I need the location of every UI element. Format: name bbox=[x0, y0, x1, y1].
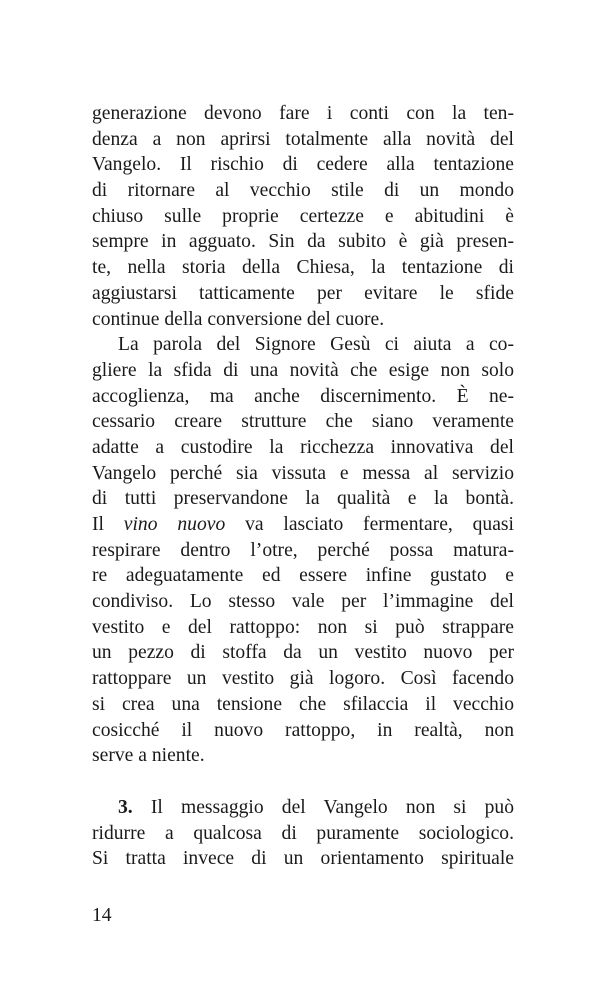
paragraph-2 bbox=[92, 332, 514, 769]
paragraph-3 bbox=[92, 795, 514, 872]
text-line: cessario creare strutture che siano veramente bbox=[92, 411, 514, 433]
text-line: La parola del Signore Gesù ci aiuta a co- bbox=[118, 334, 514, 356]
text-fragment: va lasciato fermentare, quasi bbox=[245, 514, 514, 535]
section-number: 3. bbox=[118, 796, 133, 818]
paragraph-gap bbox=[92, 769, 514, 795]
text-line: cosicché il nuovo rattoppo, in realtà, non bbox=[92, 719, 514, 741]
text-line-with-number bbox=[92, 795, 514, 821]
text-line: Vangelo. Il rischio di cedere alla tentazione bbox=[92, 154, 514, 176]
text-line: te, nella storia della Chiesa, la tentazione di bbox=[92, 257, 514, 279]
text-line: Vangelo perché sia vissuta e messa al servizio bbox=[92, 462, 514, 484]
text-line: respirare dentro l’otre, perché possa matura- bbox=[92, 539, 514, 561]
text-line: ridurre a qualcosa di puramente sociologico. bbox=[92, 822, 514, 844]
italic-phrase: vino nuovo bbox=[123, 514, 226, 535]
text-line: condiviso. Lo stesso vale per l’immagine del bbox=[92, 591, 514, 613]
body-text bbox=[92, 101, 514, 872]
text-line: sempre in agguato. Sin da subito è già presen- bbox=[92, 231, 514, 253]
text-line: denza a non aprirsi totalmente alla novità del bbox=[92, 128, 514, 150]
text-line: chiuso sulle proprie certezze e abitudini è bbox=[92, 205, 514, 227]
text-line: re adeguatamente ed essere infine gustato e bbox=[92, 565, 514, 587]
paragraph-1 bbox=[92, 101, 514, 332]
text-line: di tutti preservandone la qualità e la bontà. bbox=[92, 488, 514, 510]
text-line: rattoppare un vestito già logoro. Così facendo bbox=[92, 668, 514, 690]
text-line: serve a niente. bbox=[92, 745, 205, 767]
text-line: adatte a custodire la ricchezza innovativa del bbox=[92, 436, 514, 458]
text-line: accoglienza, ma anche discernimento. È ne- bbox=[92, 385, 514, 407]
text-line: Si tratta invece di un orientamento spirituale bbox=[92, 848, 514, 870]
text-line: continue della conversione del cuore. bbox=[92, 308, 385, 330]
text-line-with-italic bbox=[92, 512, 514, 538]
text-line: gliere la sfida di una novità che esige non solo bbox=[92, 359, 514, 381]
text-line: generazione devono fare i conti con la ten- bbox=[92, 103, 514, 124]
text-line: di ritornare al vecchio stile di un mondo bbox=[92, 180, 514, 202]
text-line: vestito e del rattoppo: non si può strappare bbox=[92, 616, 514, 638]
text-fragment: Il bbox=[92, 514, 104, 535]
text-line: un pezzo di stoffa da un vestito nuovo per bbox=[92, 642, 514, 664]
text-line: aggiustarsi tatticamente per evitare le sfide bbox=[92, 282, 514, 304]
page-number: 14 bbox=[92, 905, 112, 926]
text-line: si crea una tensione che sfilaccia il vecchio bbox=[92, 693, 514, 715]
text-fragment: Il messaggio del Vangelo non si può bbox=[150, 796, 514, 818]
